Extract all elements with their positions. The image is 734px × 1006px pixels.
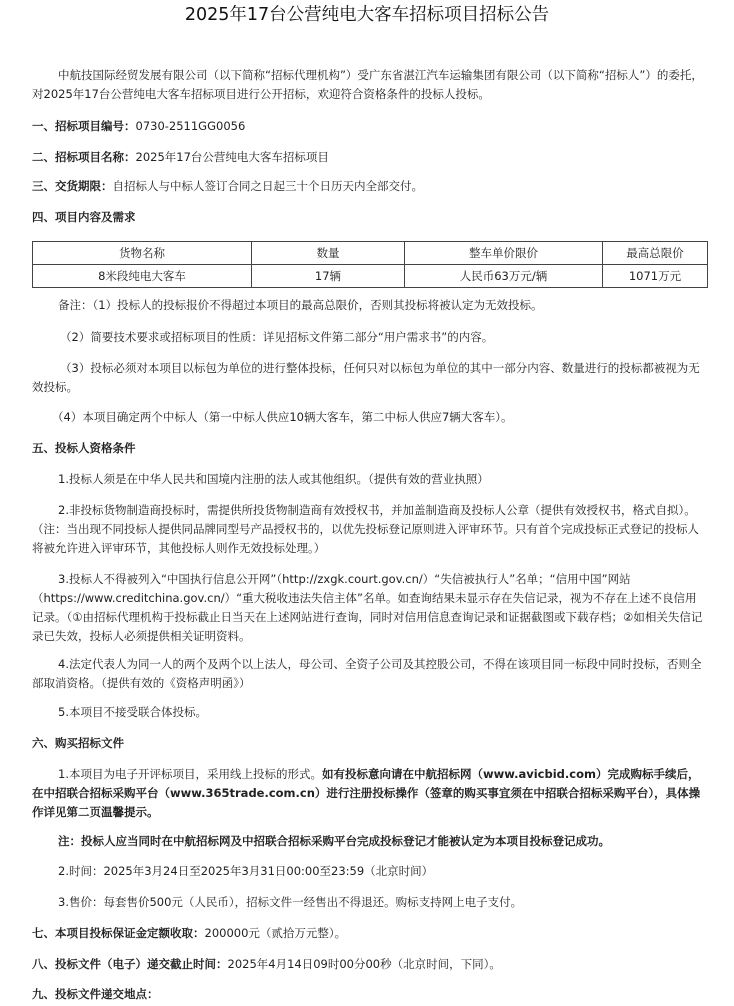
items-table [32,241,708,288]
project-number: 0730-2511GG0056 [135,119,246,133]
purchase-price: 3.售价：每套售价500元（人民币），招标文件一经售出不得退还。购标支持网上电子支付。 [58,895,523,909]
qualification-1: 1.投标人须是在中华人民共和国境内注册的法人或其他组织。（提供有效的营业执照） [58,472,489,486]
section-submission-deadline [32,955,704,974]
note-3: （3）投标必须对本项目以标包为单位的进行整体投标，任何只对以标包为单位的其中一部分内容、数量进行的投标都被视为无效投标。 [32,361,700,394]
purchase-item-1-text: 1.本项目为电子开评标项目，采用线上投标的形式。 [58,767,322,781]
purchase-item-1-bold: 如有投标意向请在中航招标网（www.avicbid.com）完成购标手续后，在中招联合招标采购平台（www.365trade.com.cn）进行注册投标操作（签章的购买事宜须在中招联合招标采购平台），具体操作详见第二页温馨提示。 [32,767,701,819]
note-1: 备注：（1）投标人的投标报价不得超过本项目的最高总限价，否则其投标将被认定为无效投标。 [58,298,543,312]
purchase-note: 注：投标人应当同时在中航招标网及中招联合招标采购平台完成投标登记才能被认定为本项目投标登记成功。 [58,834,610,848]
delivery-period: 自招标人与中标人签订合同之日起三十个日历天内全部交付。 [112,179,423,193]
section-label: 六、购买招标文件 [32,736,124,750]
note-4: （4）本项目确定两个中标人（第一中标人供应10辆大客车，第二中标人供应7辆大客车）。 [52,410,513,424]
section-label: 三、交货期限： [32,179,113,193]
section-label: 七、本项目投标保证金定额收取： [32,926,205,940]
table-cell: 1071万元 [603,265,708,288]
submission-deadline: 2025年4月14日09时00分00秒（北京时间，下同）。 [227,957,501,971]
section-project-number [32,117,704,136]
page-title: 2025年17台公营纯电大客车招标项目招标公告 [184,5,550,25]
section-label: 四、项目内容及需求 [32,210,136,224]
project-name: 2025年17台公营纯电大客车招标项目 [135,150,329,164]
qualification-2: 2.非投标货物制造商投标时，需提供所投货物制造商有效授权书，并加盖制造商及投标人公章（提供有效授权书，格式自拟）。（注：当出现不同投标人提供同品牌同型号产品授权书的，以优先投标登记原则进入评审环节。只有首个完成投标正式登记的投标人将被允许进入评审环节，其他投标人则作无效投标处理。） [32,503,699,555]
section-label: 二、招标项目名称： [32,150,136,164]
section-bid-bond [32,924,704,943]
table-header-cell: 数量 [252,242,405,265]
table-header-cell: 最高总限价 [603,242,708,265]
qualification-4: 4.法定代表人为同一人的两个及两个以上法人，母公司、全资子公司及其控股公司，不得在该项目同一标段中同时投标，否则全部取消资格。（提供有效的《资格声明函》） [32,657,702,690]
section-delivery-period [32,177,704,196]
purchase-item-1 [32,765,704,822]
table-cell: 17辆 [252,265,405,288]
bid-bond-amount: 200000元（贰拾万元整）。 [204,926,347,940]
table-cell: 人民币63万元/辆 [405,265,603,288]
table-header-cell: 货物名称 [33,242,252,265]
note-2: （2）简要技术要求或招标项目的性质：详见招标文件第二部分“用户需求书”的内容。 [60,330,494,344]
section-label: 九、投标文件递交地点： [32,987,159,1001]
qualification-5: 5.本项目不接受联合体投标。 [58,705,207,719]
purchase-time: 2.时间：2025年3月24日至2025年3月31日00:00至23:59（北京时间） [58,864,434,878]
section-project-content [32,208,704,227]
section-qualifications [32,439,704,458]
section-label: 一、招标项目编号： [32,119,136,133]
table-header-cell: 整车单价限价 [405,242,603,265]
table-cell: 8米段纯电大客车 [33,265,252,288]
section-purchase-documents [32,734,704,753]
intro-paragraph: 中航技国际经贸发展有限公司（以下简称“招标代理机构”）受广东省湛江汽车运输集团有限公司（以下简称“招标人”）的委托，对2025年17台公营纯电大客车招标项目进行公开招标，欢迎符合资格条件的投标人投标。 [32,68,703,101]
table-row [33,265,708,288]
section-label: 五、投标人资格条件 [32,441,136,455]
section-label: 八、投标文件（电子）递交截止时间： [32,957,228,971]
section-submission-location [32,985,704,1004]
section-project-name [32,148,704,167]
table-header-row [33,242,708,265]
qualification-3: 3.投标人不得被列入“中国执行信息公开网”（http://zxgk.court.gov.cn/）“失信被执行人”名单；“信用中国”网站（https://www.creditchina.gov.cn/）“重大税收违法失信主体”名单。如查询结果未显示存在失信记录，视为不存在上述不良信用记录。（①由招标代理机构于投标截止日当天在上述网站进行查询，同时对信用信息查询记录和证据截图或下载存档；②如相关失信记录已失效，投标人必须提供相关证明资料。 [32,572,703,643]
